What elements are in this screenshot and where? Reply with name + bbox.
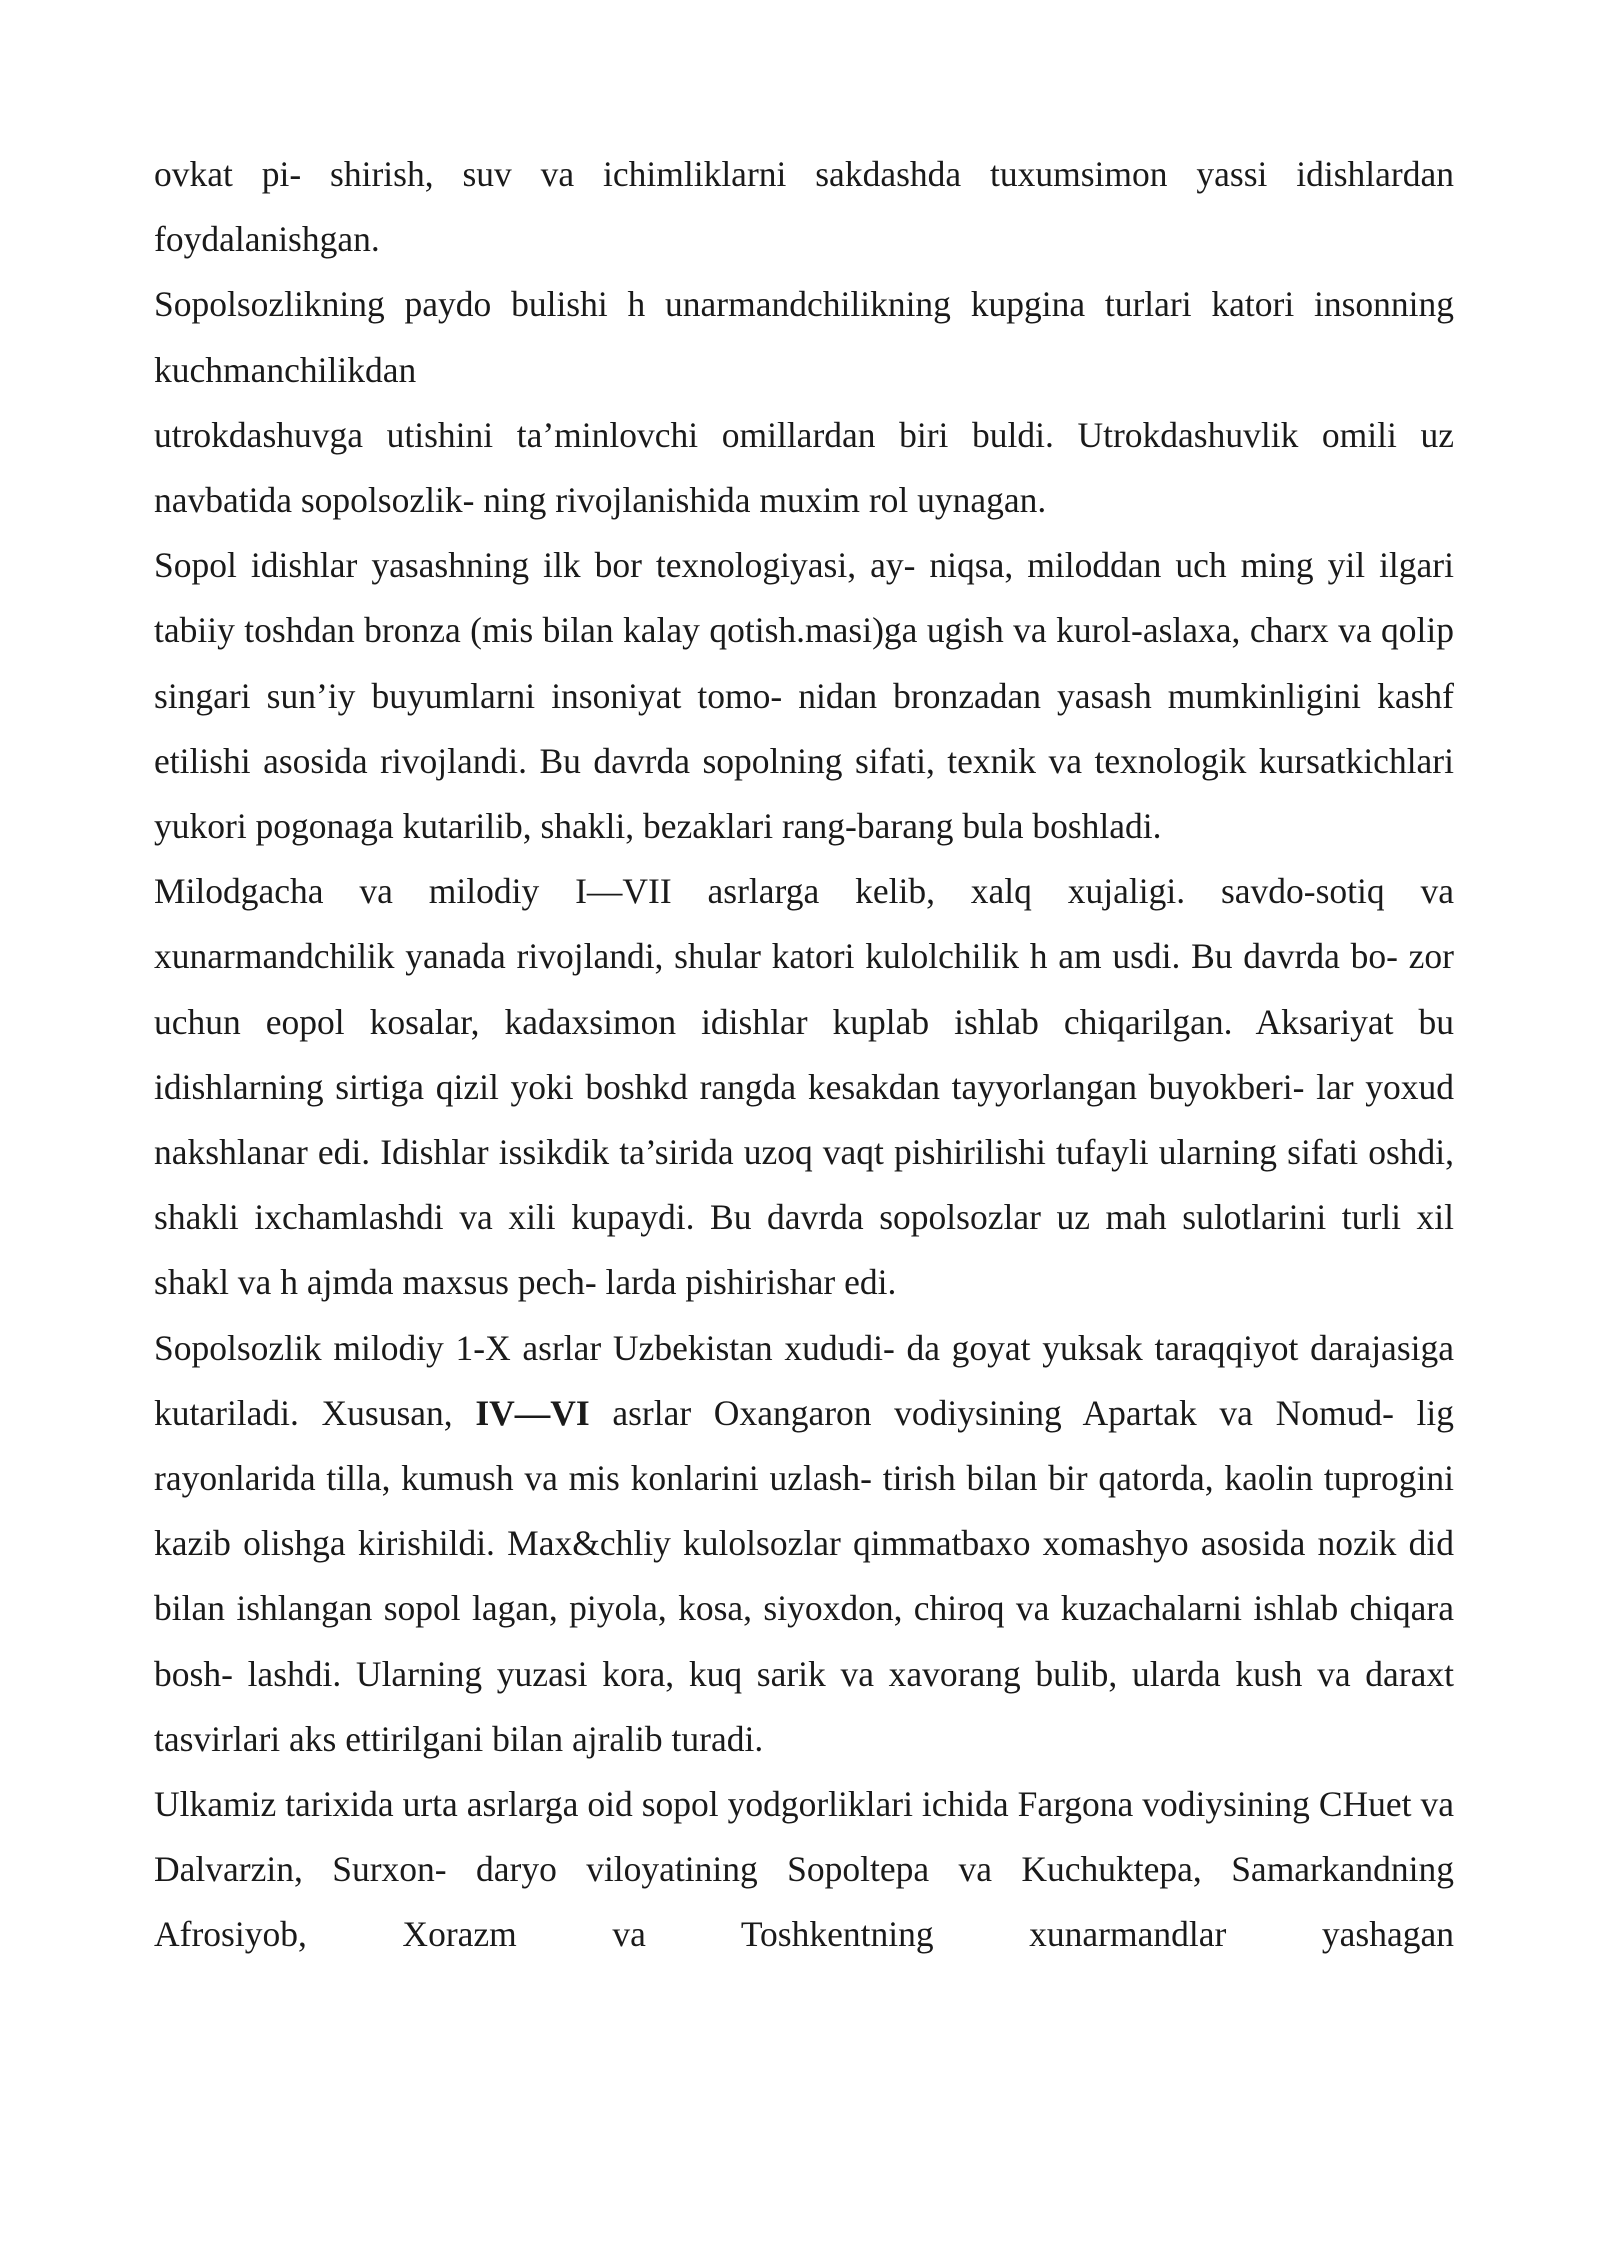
paragraph-2-part-1: Sopolsozlikning paydo bulishi h unarmandchilikning kupgina turlari katori insonning kuchmanchilikdan (154, 284, 1454, 390)
paragraph-6: Ulkamiz tarixida urta asrlarga oid sopol yodgorliklari ichida Fargona vodiysining CHuet va Dalvarzin, Surxon- daryo viloyatining Sopoltepa va Kuchuktepa, Samarkandning Afrosiyob, Xorazm va Toshkentning xunarmandlar yashagan (154, 1784, 1454, 1955)
paragraph-5-text-after: asrlar Oxangaron vodiysining Apartak va Nomud- lig rayonlarida tilla, kumush va mis konlarini uzlash- tirish bilan bir qatorda, kaolin tuprogini kazib olishga kirishildi. Max&chliy kulolsozlar qimmatbaxo xomashyo asosida nozik did bilan ishlangan sopol lagan, piyola, kosa, siyoxdon, chiroq va kuzachalarni ishlab chiqara bosh- lashdi. Ularning yuzasi kora, kuq sarik va xavorang bulib, ularda kush va daraxt tasvirlari aks ettirilgani bilan ajralib turadi. (154, 1392, 1454, 1759)
paragraph-5-text-before: Sopolsozlik milodiy 1-X asrlar Uzbekistan xududi- da goyat yuksak taraqqiyot darajasiga kutariladi. Xususan, (154, 1327, 1454, 1433)
paragraph-1: ovkat pi- shirish, suv va ichimliklarni sakdashda tuxumsimon yassi idishlardan foydalanishgan. (154, 154, 1454, 260)
paragraph-2-part-2: utrokdashuvga utishini ta’minlovchi omillardan biri buldi. Utrokdashuvlik omili uz navbatida sopolsozlik- ning rivojlanishida muxim rol uynagan. (154, 414, 1454, 521)
paragraph-5-bold-centuries: IV—VI (475, 1392, 590, 1433)
paragraph-3: Sopol idishlar yasashning ilk bor texnologiyasi, ay- niqsa, miloddan uch ming yil ilgari tabiiy toshdan bronza (mis bilan kalay qotish.masi)ga ugish va kurol-aslaxa, charx va qolip singari sun’iy buyumlarni insoniyat tomo- nidan bronzadan yasash mumkinligini kashf etilishi asosida rivojlandi. Bu davrda sopolning sifati, texnik va texnologik kursatkichlari yukori pogonaga kutarilib, shakli, bezaklari rang-barang bula boshladi. (154, 545, 1454, 847)
document-page (154, 142, 1454, 1968)
paragraph-5 (154, 1316, 1454, 1772)
paragraph-4: Milodgacha va milodiy I—VII asrlarga kelib, xalq xujaligi. savdo-sotiq va xunarmandchilik yanada rivojlandi, shular katori kulolchilik h am usdi. Bu davrda bo- zor uchun eopol kosalar, kadaxsimon idishlar kuplab ishlab chiqarilgan. Aksariyat bu idishlarning sirtiga qizil yoki boshkd rangda kesakdan tayyorlangan buyokberi- lar yoxud nakshlanar edi. Idishlar issikdik ta’sirida uzoq vaqt pishirilishi tufayli ularning sifati oshdi, shakli ixchamlashdi va xili kupaydi. Bu davrda sopolsozlar uz mah sulotlarini turli xil shakl va h ajmda maxsus pech- larda pishirishar edi. (154, 871, 1454, 1303)
